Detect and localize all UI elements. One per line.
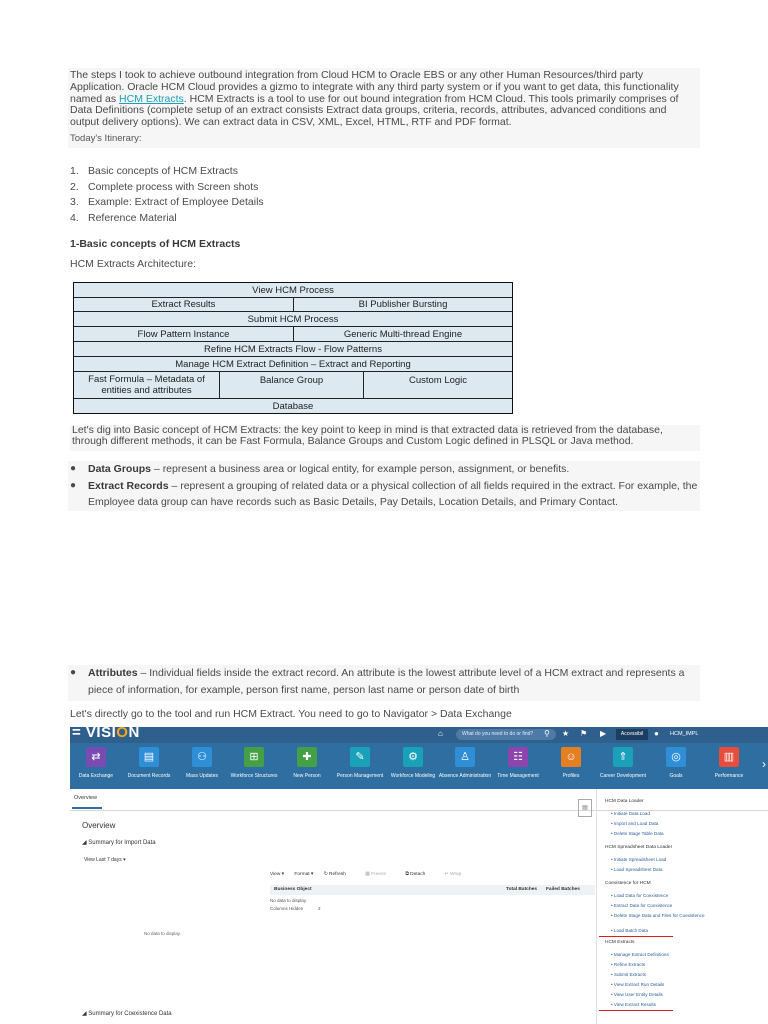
nav-tile-performance[interactable]: [694, 747, 764, 779]
task-link[interactable]: • Import and Load Data: [611, 821, 658, 826]
brand-logo: = VISION: [72, 727, 140, 741]
accessibility-button[interactable]: Accessibil: [616, 729, 648, 740]
task-group-heading: Coexistence for HCM: [605, 881, 651, 886]
task-link[interactable]: • View Extract Results: [611, 1002, 656, 1007]
column-total-batches[interactable]: Total Batches: [506, 887, 538, 892]
highlight-underline: [599, 936, 673, 937]
search-icon[interactable]: ⚲: [544, 729, 550, 738]
task-group-heading: HCM Spreadsheet Data Loader: [605, 845, 673, 850]
arch-cell-view-process: View HCM Process: [252, 284, 334, 296]
table-empty-message: No data to display.: [270, 898, 307, 903]
itinerary-label: Today's Itinerary:: [70, 132, 142, 144]
tile-icon: ☺: [561, 747, 581, 767]
help-icon[interactable]: ●: [654, 729, 659, 738]
arch-row: [74, 342, 512, 357]
tile-label: Workforce Modeling: [390, 773, 436, 779]
tile-icon: ▥: [719, 747, 739, 767]
tile-icon: ⊞: [244, 747, 264, 767]
tile-label: Mass Updates: [186, 773, 218, 779]
task-link[interactable]: • Delete Stage Table Data: [611, 831, 664, 836]
arch-cell-manage-definition: Manage HCM Extract Definition – Extract and Reporting: [175, 358, 411, 370]
task-link[interactable]: • View User Entity Details: [611, 992, 663, 997]
table-toolbar: [270, 871, 479, 877]
list-item: [70, 195, 264, 211]
bullet-icon: ●: [70, 463, 77, 474]
tile-icon: ⇑: [613, 747, 633, 767]
tab-active-indicator: [72, 807, 102, 809]
navigator-iconbar: [70, 743, 768, 789]
navigate-instruction: Let's directly go to the tool and run HCM Extract. You need to go to Navigator > Data Exchange: [70, 708, 512, 720]
task-link[interactable]: • Load Data for Coexistence: [611, 893, 668, 898]
tile-icon: ♙: [455, 747, 475, 767]
notifications-icon[interactable]: ▶: [600, 729, 607, 738]
tile-label: Profiles: [562, 773, 580, 779]
concept-bullets: [68, 461, 700, 511]
list-item: [70, 164, 264, 180]
arch-cell-bi-bursting: BI Publisher Bursting: [358, 299, 448, 310]
arch-cell-refine-flow: Refine HCM Extracts Flow - Flow Patterns: [204, 343, 382, 355]
arch-cell-multithread: Generic Multi-thread Engine: [343, 328, 463, 340]
architecture-caption: HCM Extracts Architecture:: [70, 258, 197, 270]
arch-row: [74, 327, 512, 342]
intro-text-1: The steps I took to achieve outbound integration from Cloud HCM to Oracle EBS or any other Human Resources/third party Application. Oracle HCM Cloud provides a gizmo to integrate with any third party system or if you want to get data, this functionality named as: [70, 69, 679, 105]
list-text: Reference Material: [88, 211, 177, 224]
page-title: Overview: [82, 821, 116, 830]
task-link[interactable]: • Extract Data for Coexistence: [611, 903, 672, 908]
intro-text-2: . HCM Extracts is a tool to use for out bound integration from HCM Cloud. This tools primarily comprises of Data Definitions (complete setup of an extract consists Extract data groups, criteria, records, attributes, advanced conditions and output delivery options). We can extract data in CSV, XML, Excel, HTML, RTF and PDF format.: [70, 92, 679, 129]
list-number: 1.: [70, 165, 79, 177]
bullet-text: – represent a business area or logical entity, for example person, assignment, or benefits.: [151, 463, 570, 475]
columns-hidden-label: Columns Hidden: [270, 906, 304, 911]
task-link[interactable]: • Submit Extracts: [611, 972, 646, 977]
bullet-text: – Individual fields inside the extract record. An attribute is the lowest attribute level of a HCM extract and represents a piece of information, for example, person first name, person last name or person date of birth: [88, 667, 685, 696]
tile-label: Career Development: [599, 773, 647, 779]
task-link[interactable]: • Load Spreadsheet Data: [611, 867, 662, 872]
bullet-term: Data Groups: [88, 463, 152, 475]
task-link[interactable]: • Load Batch Data: [611, 928, 648, 933]
view-menu[interactable]: View ▾: [270, 872, 285, 877]
flag-icon[interactable]: ⚑: [580, 729, 588, 738]
tile-label: Document Records: [127, 773, 171, 779]
list-item: [70, 211, 264, 227]
list-text: Complete process with Screen shots: [88, 180, 259, 193]
format-menu[interactable]: Format ▾: [294, 872, 314, 877]
list-item: [68, 478, 700, 511]
table-header: [270, 885, 595, 895]
tile-label: Performance: [714, 773, 744, 779]
list-number: 3.: [70, 196, 79, 208]
arch-cell-flow-pattern: Flow Pattern Instance: [74, 327, 294, 341]
bullet-term: Attributes: [88, 667, 138, 679]
tasks-panel: [596, 789, 768, 1024]
arch-cell-submit-process: Submit HCM Process: [247, 313, 339, 325]
architecture-table: [73, 282, 513, 414]
task-link[interactable]: • Manage Extract Definitions: [611, 952, 669, 957]
list-text: Basic concepts of HCM Extracts: [88, 165, 238, 177]
arch-row: [74, 283, 512, 298]
freeze-button[interactable]: ▦ Freeze: [365, 872, 386, 877]
search-input[interactable]: What do you need to do or find?: [456, 729, 556, 740]
arch-cell-fast-formula: Fast Formula – Metadata of entities and attributes: [74, 372, 220, 398]
empty-chart-message: No data to display.: [144, 931, 181, 936]
arch-cell-balance-group: Balance Group: [220, 372, 364, 398]
oracle-screenshot: [70, 727, 768, 1024]
list-number: 2.: [70, 180, 79, 193]
column-business-object[interactable]: Business Object: [274, 887, 312, 892]
tile-icon: ⚙: [403, 747, 423, 767]
task-link[interactable]: • Refine Extracts: [611, 962, 645, 967]
wrap-button[interactable]: ↵ Wrap: [444, 872, 462, 877]
itinerary-list: [70, 164, 264, 226]
tile-icon: ⚇: [192, 747, 212, 767]
list-number: 4.: [70, 211, 79, 224]
tile-icon: ☷: [508, 747, 528, 767]
arch-row: [74, 298, 512, 312]
task-link[interactable]: • View Extract Run Details: [611, 982, 664, 987]
task-group-heading: HCM Data Loader: [605, 799, 644, 804]
arch-cell-custom-logic: Custom Logic: [408, 375, 468, 386]
chevron-right-icon[interactable]: ›: [762, 757, 766, 771]
summary-coexistence-header[interactable]: ◢ Summary for Coexistence Data: [82, 1011, 172, 1017]
global-header: [70, 727, 768, 743]
tile-label: Time Management: [497, 773, 539, 779]
tile-icon: ⇄: [86, 747, 106, 767]
tile-icon: ✎: [350, 747, 370, 767]
task-link[interactable]: • Delete Stage Data and Files for Coexistence: [611, 913, 705, 918]
bullet-term: Extract Records: [88, 479, 169, 492]
list-item: [68, 461, 700, 478]
dig-in-paragraph: Let's dig into Basic concept of HCM Extracts: the key point to keep in mind is that extracted data is retrieved from the database, through different methods, it can be Fast Formula, Balance Groups and Custom Logic defined in PLSQL or Java method.: [70, 425, 700, 451]
tile-icon: ▤: [139, 747, 159, 767]
task-link[interactable]: • Initiate Data Load: [611, 811, 650, 816]
refresh-button[interactable]: ↻ Refresh: [323, 872, 346, 877]
view-period-select[interactable]: View Last 7 days ▾: [84, 857, 126, 863]
tile-label: Workforce Structures: [230, 773, 278, 779]
list-text: Example: Extract of Employee Details: [88, 196, 264, 208]
columns-hidden-count: 2: [318, 906, 321, 911]
list-item: [68, 665, 700, 698]
summary-import-header[interactable]: ◢ Summary for Import Data: [82, 840, 156, 846]
detach-button[interactable]: ⧉ Detach: [405, 872, 426, 877]
task-group-heading: HCM Extracts: [605, 940, 635, 945]
tile-label: New Person: [293, 773, 321, 779]
arch-cell-database: Database: [272, 400, 314, 412]
intro-paragraph: [68, 68, 700, 148]
tile-icon: ✚: [297, 747, 317, 767]
arch-row: [74, 372, 512, 399]
column-failed-batches[interactable]: Failed Batches: [546, 887, 580, 892]
highlight-underline: [599, 1010, 673, 1011]
tile-label: Data Exchange: [78, 773, 114, 779]
tile-label: Absence Administration: [438, 773, 492, 779]
bullet-icon: ●: [70, 479, 77, 491]
task-link[interactable]: • Initiate Spreadsheet Load: [611, 857, 666, 862]
arch-row: [74, 357, 512, 372]
arch-row: [74, 399, 512, 413]
tile-label: Goals: [669, 773, 683, 779]
home-icon[interactable]: ⌂: [438, 729, 443, 738]
tile-label: Person Management: [336, 773, 384, 779]
list-item: [70, 180, 264, 196]
arch-row: [74, 312, 512, 327]
user-menu[interactable]: HCM_IMPL: [670, 731, 699, 737]
tab-overview[interactable]: Overview: [74, 795, 97, 801]
panel-toggle-icon[interactable]: ▤: [578, 799, 592, 817]
bullet-icon: ●: [70, 667, 77, 678]
hcm-extracts-link[interactable]: HCM Extracts: [119, 92, 184, 105]
bullet-text: – represent a grouping of related data or a physical collection of all fields required in the extract. For example, the Employee data group can have records such as Basic Details, Pay Details, Location Details, and Primary Contact.: [88, 479, 698, 508]
favorites-icon[interactable]: ★: [562, 729, 570, 738]
tile-icon: ◎: [666, 747, 686, 767]
section-heading: 1-Basic concepts of HCM Extracts: [70, 238, 241, 250]
attribute-bullets: [68, 665, 700, 701]
arch-cell-extract-results: Extract Results: [74, 298, 294, 311]
